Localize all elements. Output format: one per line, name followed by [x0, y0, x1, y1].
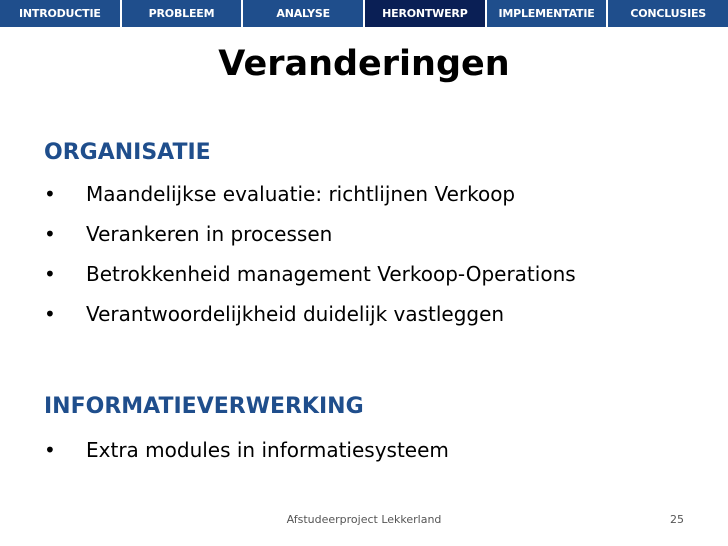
bullet-icon: •: [44, 222, 56, 246]
bullet-icon: •: [44, 262, 56, 286]
section-heading-informatieverwerking: INFORMATIEVERWERKING: [44, 394, 364, 419]
list-item-text: Verantwoordelijkheid duidelijk vastleggen: [86, 302, 505, 326]
section-heading-organisatie: ORGANISATIE: [44, 140, 211, 165]
tab-analyse[interactable]: ANALYSE: [243, 0, 365, 27]
informatieverwerking-bullet-list: [44, 430, 704, 470]
tab-herontwerp[interactable]: HERONTWERP: [365, 0, 487, 27]
slide-title: Veranderingen: [218, 44, 510, 84]
list-item: [44, 294, 704, 334]
organisatie-bullet-list: [44, 174, 704, 334]
bullet-icon: •: [44, 182, 56, 206]
footer-text: Afstudeerproject Lekkerland: [286, 513, 442, 526]
bullet-icon: •: [44, 302, 56, 326]
tab-introductie[interactable]: INTRODUCTIE: [0, 0, 122, 27]
list-item-text: Betrokkenheid management Verkoop-Operations: [86, 262, 576, 286]
tab-probleem[interactable]: PROBLEEM: [122, 0, 244, 27]
list-item: [44, 430, 704, 470]
bullet-icon: •: [44, 438, 56, 462]
list-item: [44, 254, 704, 294]
tab-implementatie[interactable]: IMPLEMENTATIE: [487, 0, 609, 27]
list-item: [44, 214, 704, 254]
list-item: [44, 174, 704, 214]
list-item-text: Maandelijkse evaluatie: richtlijnen Verkoop: [86, 182, 516, 206]
page-number: 25: [670, 513, 684, 526]
section-nav: [0, 0, 728, 27]
tab-conclusies[interactable]: CONCLUSIES: [608, 0, 728, 27]
list-item-text: Extra modules in informatiesysteem: [86, 438, 449, 462]
list-item-text: Verankeren in processen: [86, 222, 333, 246]
